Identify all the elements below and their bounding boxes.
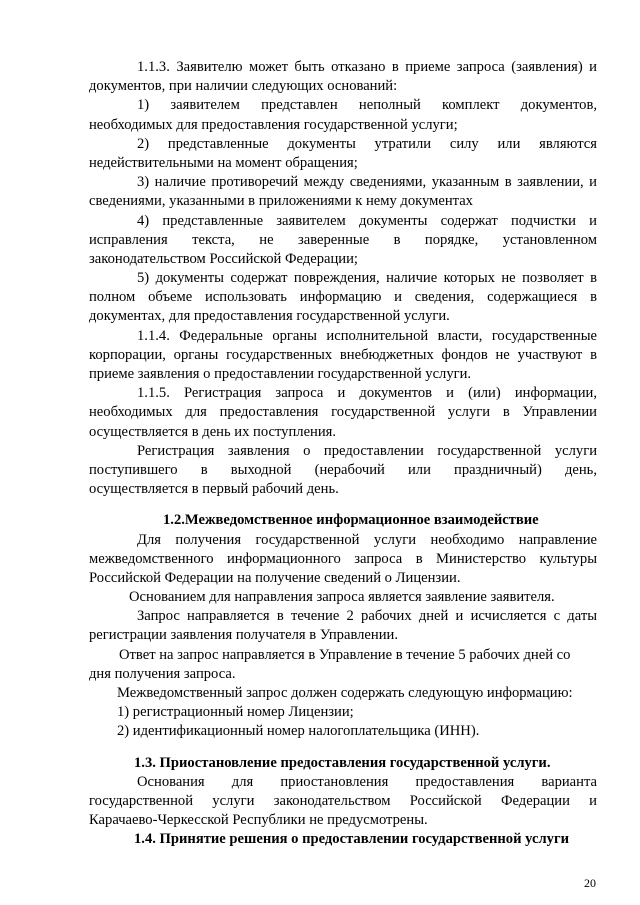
text-line: регистрации заявления получателя в Управлении. — [89, 627, 398, 644]
text-line: 1.1.4. Федеральные органы исполнительной власти, государственные — [137, 327, 597, 344]
text-line: корпорации, органы государственных внебюджетных фондов не участвуют в — [89, 346, 597, 363]
text-line: Основания для приостановления предоставления варианта — [137, 773, 597, 790]
page-number: 20 — [584, 876, 596, 890]
text-line: поступившего в выходной (нерабочий или праздничный) день, — [89, 461, 597, 478]
text-line: Межведомственный запрос должен содержать следующую информацию: — [117, 685, 573, 701]
text-line: 5) документы содержат повреждения, наличие которых не позволяет в — [137, 270, 597, 287]
text-line: Российской Федерации на получение сведений о Лицензии. — [89, 569, 461, 586]
text-line: 1.1.3. Заявителю может быть отказано в приеме запроса (заявления) и — [137, 59, 597, 75]
text-line: 3) наличие противоречий между сведениями, указанным в заявлении, и — [137, 174, 597, 191]
text-line: межведомственного информационного запроса в Министерство культуры — [89, 550, 597, 567]
text-line: осуществляется в первый рабочий день. — [89, 481, 339, 498]
text-line: Регистрация заявления о предоставлении государственной услуги — [137, 442, 597, 459]
section-heading: 1.4. Принятие решения о предоставлении государственной услуги — [134, 831, 569, 848]
text-line: 2) представленные документы утратили силу или являются — [137, 135, 597, 152]
text-line: Карачаево-Черкесской Республики не предусмотрены. — [89, 812, 428, 829]
text-line: 1) заявителем представлен неполный комплект документов, — [137, 97, 597, 114]
text-line: сведениями, указанными в приложениями к нему документах — [89, 193, 473, 210]
text-line: Ответ на запрос направляется в Управление в течение 5 рабочих дней со — [119, 646, 571, 663]
text-line: 1.1.5. Регистрация запроса и документов и (или) информации, — [137, 385, 597, 402]
text-line: приеме заявления о предоставлении государственной услуги. — [89, 366, 472, 382]
text-line: осуществляется в день их поступления. — [89, 423, 337, 440]
text-line: недействительными на момент обращения; — [89, 154, 358, 171]
section-heading: 1.2.Межведомственное информационное взаимодействие — [163, 512, 539, 529]
text-line: необходимых для предоставления государственной услуги; — [89, 116, 458, 133]
text-line: государственной услуги законодательством Российской Федерации и — [89, 792, 597, 809]
text-line: Основанием для направления запроса является заявление заявителя. — [129, 589, 555, 606]
text-line: полном объеме использовать информацию и сведения, содержащиеся в — [89, 289, 597, 306]
text-line: исправления текста, не заверенные в порядке, установленном — [89, 231, 597, 248]
text-line: документах, для предоставления государственной услуги. — [89, 308, 450, 325]
text-line: необходимых для предоставления государственной услуги в Управлении — [89, 404, 597, 421]
text-line: 2) идентификационный номер налогоплательщика (ИНН). — [117, 723, 480, 740]
section-heading: 1.3. Приостановление предоставления государственной услуги. — [134, 754, 551, 771]
text-line: законодательством Российской Федерации; — [89, 250, 358, 267]
text-line: документов, при наличии следующих оснований: — [89, 78, 398, 95]
document-body — [89, 58, 597, 850]
text-line: 1) регистрационный номер Лицензии; — [117, 704, 354, 721]
text-line: Для получения государственной услуги необходимо направление — [137, 531, 597, 548]
text-line: 4) представленные заявителем документы содержат подчистки и — [137, 212, 597, 229]
text-line: дня получения запроса. — [89, 665, 236, 682]
text-line: Запрос направляется в течение 2 рабочих дней и исчисляется с даты — [137, 608, 597, 625]
